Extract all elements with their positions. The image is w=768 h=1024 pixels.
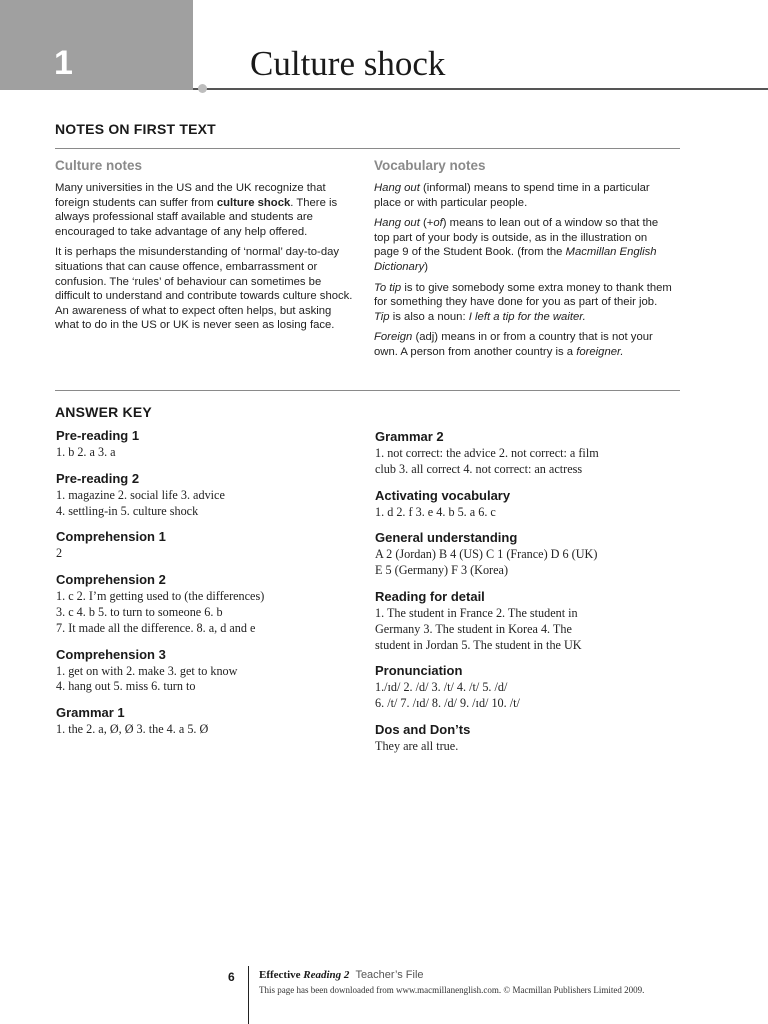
answer-line: 3. c 4. b 5. to turn to someone 6. b [56, 604, 223, 619]
answer-block [56, 428, 356, 461]
culture-notes-heading: Culture notes [55, 158, 143, 173]
answer-block-title: Comprehension 1 [56, 529, 166, 545]
title-rule [193, 88, 768, 90]
answer-line: They are all true. [375, 738, 459, 753]
answer-block [375, 589, 685, 653]
answer-key-right-column [375, 429, 685, 765]
footer-rule [248, 966, 249, 1024]
answer-line: E 5 (Germany) F 3 (Korea) [375, 563, 508, 578]
answer-block [375, 488, 685, 521]
answer-line: 1./ɪd/ 2. /d/ 3. /t/ 4. /t/ 5. /d/ [375, 680, 508, 695]
answer-block-title: Pronunciation [375, 663, 463, 679]
answer-line: 1. get on with 2. make 3. get to know [56, 663, 238, 678]
answer-block-title: Grammar 1 [56, 705, 125, 721]
answer-block [375, 429, 685, 478]
answer-block [56, 572, 356, 636]
answer-line: 1. The student in France 2. The student in [375, 605, 578, 620]
answer-line: 1. d 2. f 3. e 4. b 5. a 6. c [375, 504, 496, 519]
vocab-hang-out-2: Hang out (+of) means to lean out of a window so that the top part of your body is outside, as in the illustration on page 9 of the Student Book. (from the Macmillan English Dictionary) [374, 217, 659, 273]
answer-block [56, 647, 356, 696]
notes-heading: NOTES ON FIRST TEXT [55, 121, 216, 137]
answer-line: club 3. all correct 4. not correct: an actress [375, 461, 583, 476]
page-number: 6 [228, 970, 235, 984]
answer-block-title: Comprehension 2 [56, 572, 166, 588]
answer-line: 2 [56, 546, 63, 561]
unit-number-box [0, 0, 193, 90]
culture-notes [55, 181, 355, 339]
answer-block [375, 530, 685, 579]
answer-block [56, 529, 356, 562]
culture-paragraph-2: It is perhaps the misunderstanding of ‘normal’ day-to-day situations that can cause offence, embarrassment or confusion. The ‘rules’ of behaviour can sometimes be difficult to understand and contribute towards culture shock. An awareness of what to expect often helps, but asking what to do in the US or UK is never seen as losing face. [55, 246, 353, 332]
vocabulary-notes [374, 181, 674, 366]
answer-block-title: Comprehension 3 [56, 646, 166, 662]
answer-block-title: Pre-reading 2 [56, 470, 140, 486]
vocab-foreign: Foreign (adj) means in or from a country that is not your own. A person from another country is a foreigner. [374, 331, 653, 358]
vocab-to-tip: To tip is to give somebody some extra money to thank them for something they have done for you as part of their job. Tip is also a noun: I left a tip for the waiter. [374, 281, 672, 323]
footer-download-note: This page has been downloaded from www.macmillanenglish.com. © Macmillan Publishers Limited 2009. [259, 985, 645, 995]
answer-line: 4. settling-in 5. culture shock [56, 503, 199, 518]
answer-line: 7. It made all the difference. 8. a, d and e [56, 620, 256, 635]
vocab-hang-out-1: Hang out (informal) means to spend time in a particular place or with particular people. [374, 182, 650, 209]
answer-block-title: Dos and Don’ts [375, 721, 471, 737]
answer-block-title: Reading for detail [375, 588, 485, 604]
footer-book-title: Effective Reading 2 Teacher’s File [259, 969, 424, 981]
answer-line: A 2 (Jordan) B 4 (US) C 1 (France) D 6 (UK) [375, 547, 598, 562]
answer-block-title: Pre-reading 1 [56, 428, 140, 443]
answer-block [375, 722, 685, 755]
answer-block-title: General understanding [375, 530, 518, 546]
answer-line: 4. hang out 5. miss 6. turn to [56, 679, 196, 694]
answer-key-left-column [56, 428, 356, 748]
vocabulary-notes-heading: Vocabulary notes [374, 158, 486, 173]
answer-block-title: Grammar 2 [375, 429, 444, 444]
answer-block [56, 705, 356, 738]
answer-line: 1. not correct: the advice 2. not correct: a film [375, 446, 599, 460]
answer-line: 1. the 2. a, Ø, Ø 3. the 4. a 5. Ø [56, 722, 209, 737]
answer-block [56, 471, 356, 520]
culture-paragraph-1: Many universities in the US and the UK recognize that foreign students can suffer from culture shock. There is always professional staff available and students are encouraged to take advantage of any help offered. [55, 182, 338, 238]
notes-divider [55, 148, 680, 149]
answer-key-heading: ANSWER KEY [55, 404, 152, 420]
answer-line: 1. magazine 2. social life 3. advice [56, 487, 225, 502]
answer-block [375, 663, 685, 712]
page-title: Culture shock [250, 44, 446, 83]
title-rule-dot [198, 84, 207, 93]
answer-line: 6. /t/ 7. /ɪd/ 8. /d/ 9. /ɪd/ 10. /t/ [375, 696, 520, 711]
answer-key-divider [55, 390, 680, 391]
answer-line: 1. c 2. I’m getting used to (the differences) [56, 589, 265, 604]
answer-line: Germany 3. The student in Korea 4. The [375, 621, 572, 636]
answer-line: student in Jordan 5. The student in the UK [375, 637, 582, 652]
unit-number: 1 [54, 44, 73, 82]
answer-block-title: Activating vocabulary [375, 487, 511, 503]
answer-line: 1. b 2. a 3. a [56, 445, 116, 459]
